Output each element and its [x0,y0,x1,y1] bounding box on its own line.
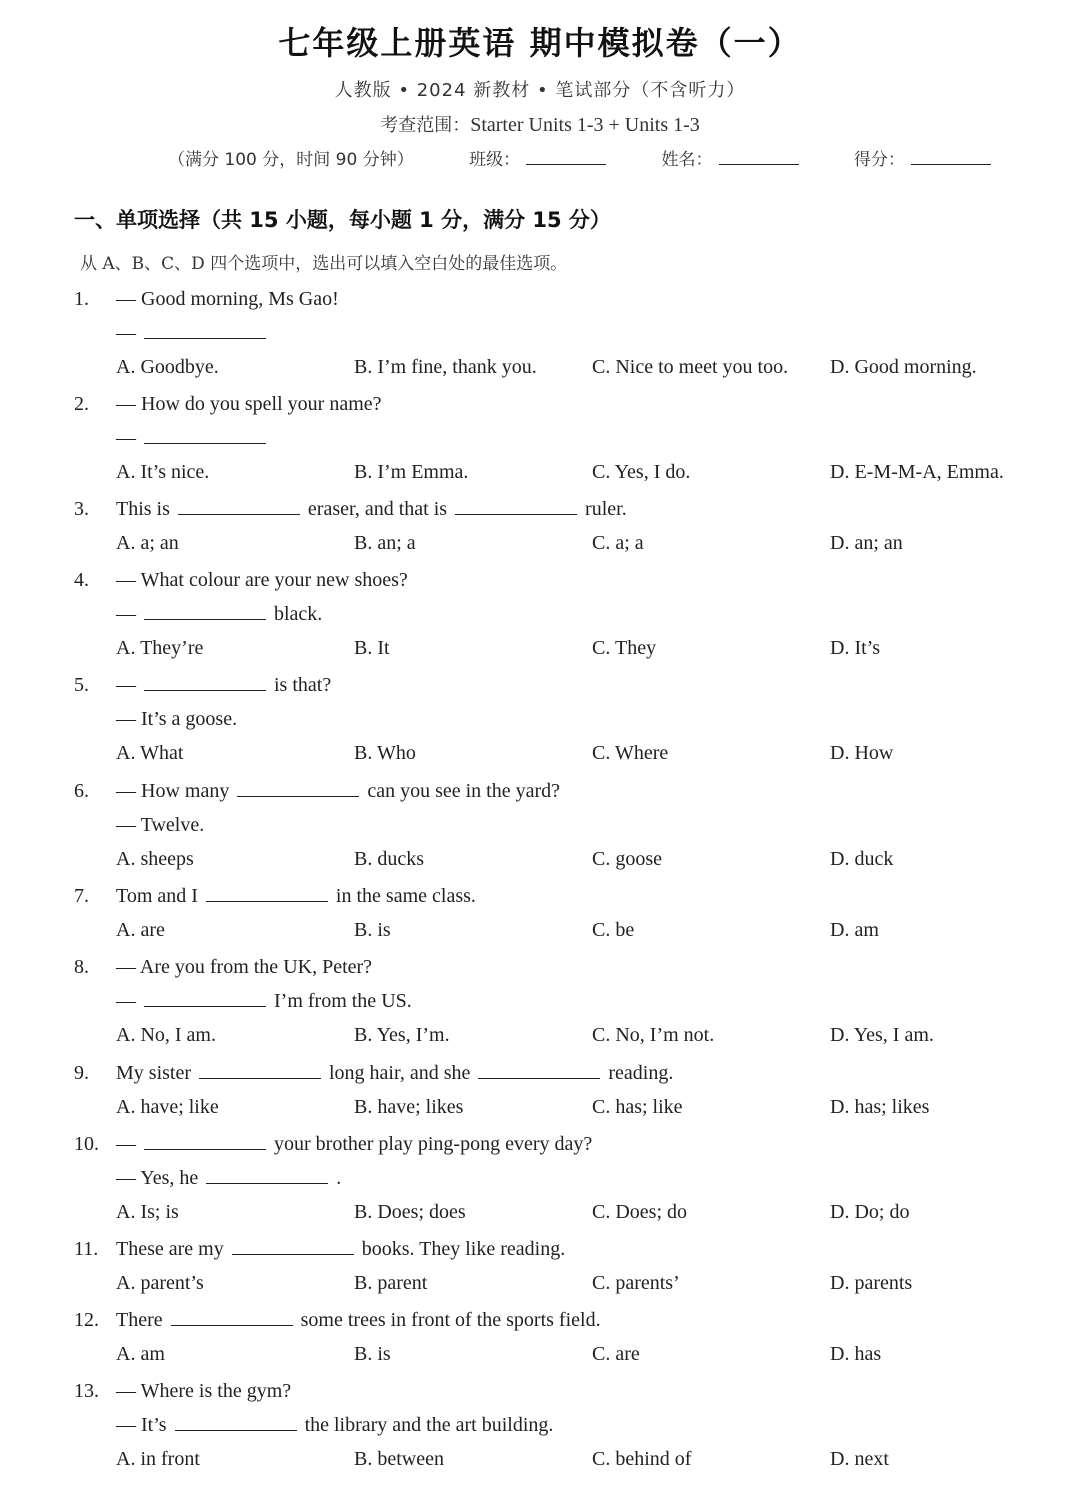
answer-blank[interactable] [144,599,266,620]
question-text [116,702,237,736]
option-b[interactable]: B. Does; does [354,1201,466,1223]
question-text [116,597,322,631]
score-time-note: （满分 100 分，时间 90 分钟） [168,150,414,170]
option-c[interactable]: C. Does; do [592,1201,687,1223]
option-d[interactable]: D. has; likes [830,1096,930,1118]
option-d[interactable]: D. duck [830,848,894,870]
option-c[interactable]: C. Where [592,742,669,764]
options-row [0,1442,1080,1476]
option-a[interactable]: A. parent’s [116,1272,204,1294]
answer-blank[interactable] [175,1410,297,1431]
option-a[interactable]: A. a; an [116,532,179,554]
option-d[interactable]: D. am [830,919,879,941]
question-10 [0,1127,1080,1229]
stem-text: — [116,1133,136,1155]
question-12 [0,1303,1080,1371]
section-title: 一、单项选择（共 15 小题，每小题 1 分，满分 15 分） [74,208,611,232]
option-a[interactable]: A. They’re [116,637,204,659]
answer-blank[interactable] [171,1305,293,1326]
stem-text: long hair, and she [329,1062,471,1084]
class-blank[interactable] [526,148,606,165]
question-stem-line [0,387,1080,421]
question-text [116,492,627,526]
question-number: 6. [74,780,89,802]
stem-text: There [116,1309,163,1331]
option-a[interactable]: A. What [116,742,184,764]
question-stem-line [0,421,1080,455]
option-b[interactable]: B. I’m fine, thank you. [354,356,537,378]
question-text [116,1232,565,1266]
scope-value: Starter Units 1-3 + Units 1-3 [470,114,700,136]
question-number: 13. [74,1380,99,1402]
answer-blank[interactable] [144,318,266,339]
options-row [0,736,1080,770]
answer-blank[interactable] [199,1058,321,1079]
question-text [116,1408,553,1442]
option-d[interactable]: D. Good morning. [830,356,977,378]
option-a[interactable]: A. are [116,919,165,941]
option-d[interactable]: D. It’s [830,637,880,659]
stem-text: in the same class. [335,885,476,907]
stem-text: — [116,990,136,1012]
stem-text: — It’s a goose. [116,708,238,730]
question-number: 5. [74,674,89,696]
question-number: 8. [74,956,89,978]
options-row [0,1337,1080,1371]
question-number: 4. [74,569,89,591]
question-stem-line [0,668,1080,702]
option-d[interactable]: D. How [830,742,894,764]
score-blank[interactable] [911,148,991,165]
option-c[interactable]: C. goose [592,848,662,870]
question-stem-line [0,1232,1080,1266]
options-row [0,631,1080,665]
stem-text: This is [116,498,170,520]
option-b[interactable]: B. ducks [354,848,424,870]
options-row [0,526,1080,560]
answer-blank[interactable] [478,1058,600,1079]
question-text [116,563,408,597]
option-b[interactable]: B. parent [354,1272,428,1294]
question-stem-line [0,597,1080,631]
question-3 [0,492,1080,560]
question-stem-line [0,1374,1080,1408]
stem-text: ruler. [585,498,627,520]
question-stem-line [0,702,1080,736]
option-c[interactable]: C. are [592,1343,640,1365]
options-row [0,1090,1080,1124]
name-blank[interactable] [719,148,799,165]
option-c[interactable]: C. Yes, I do. [592,461,691,483]
question-number: 10. [74,1133,99,1155]
stem-text: — Where is the gym? [116,1380,292,1402]
option-a[interactable]: A. Goodbye. [116,356,219,378]
stem-text: — [116,603,136,625]
answer-blank[interactable] [144,1129,266,1150]
question-text [116,282,339,316]
question-text [116,774,560,808]
question-number: 2. [74,393,89,415]
stem-text: Tom and I [116,885,198,907]
question-number: 12. [74,1309,99,1331]
question-number: 7. [74,885,89,907]
stem-text: — How many [116,780,230,802]
answer-blank[interactable] [237,776,359,797]
option-c[interactable]: C. Nice to meet you too. [592,356,789,378]
stem-text: books. They like reading. [361,1238,566,1260]
question-5 [0,668,1080,770]
question-text [116,1056,673,1090]
question-stem-line [0,1303,1080,1337]
option-b[interactable]: B. I’m Emma. [354,461,469,483]
answer-blank[interactable] [144,670,266,691]
question-stem-line [0,774,1080,808]
option-d[interactable]: D. Do; do [830,1201,910,1223]
answer-blank[interactable] [455,494,577,515]
options-row [0,913,1080,947]
option-c[interactable]: C. a; a [592,532,644,554]
question-number: 11. [74,1238,99,1260]
stem-text: black. [274,603,323,625]
stem-text: — Twelve. [116,814,205,836]
stem-text: is that? [274,674,332,696]
question-13 [0,1374,1080,1476]
stem-text: reading. [608,1062,674,1084]
stem-text: some trees in front of the sports field. [300,1309,601,1331]
answer-blank[interactable] [144,423,266,444]
option-a[interactable]: A. have; like [116,1096,219,1118]
option-d[interactable]: D. Yes, I am. [830,1024,934,1046]
option-a[interactable]: A. am [116,1343,165,1365]
question-stem-line [0,282,1080,316]
question-stem-line [0,563,1080,597]
question-stem-line [0,316,1080,350]
option-b[interactable]: B. Yes, I’m. [354,1024,450,1046]
question-text [116,808,204,842]
question-text [116,668,331,702]
question-11 [0,1232,1080,1300]
options-row [0,842,1080,876]
option-d[interactable]: D. E-M-M-A, Emma. [830,461,1004,483]
question-6 [0,774,1080,876]
options-row [0,350,1080,384]
options-row [0,1195,1080,1229]
question-8 [0,950,1080,1052]
question-stem-line [0,984,1080,1018]
question-stem-line [0,1056,1080,1090]
stem-text: These are my [116,1238,224,1260]
option-a[interactable]: A. No, I am. [116,1024,216,1046]
exam-scope [0,111,1080,137]
question-1 [0,282,1080,384]
option-b[interactable]: B. have; likes [354,1096,464,1118]
question-stem-line [0,950,1080,984]
option-c[interactable]: C. has; like [592,1096,683,1118]
option-d[interactable]: D. has [830,1343,882,1365]
options-row [0,455,1080,489]
stem-text: . [336,1167,342,1189]
option-d[interactable]: D. parents [830,1272,913,1294]
option-b[interactable]: B. between [354,1448,444,1470]
stem-text: — How do you spell your name? [116,393,382,415]
question-stem-line [0,1408,1080,1442]
stem-text: — [116,674,136,696]
option-a[interactable]: A. sheeps [116,848,194,870]
stem-text: the library and the art building. [304,1414,554,1436]
question-7 [0,879,1080,947]
stem-text: — Good morning, Ms Gao! [116,288,339,310]
option-a[interactable]: A. It’s nice. [116,461,210,483]
question-text [116,387,382,421]
class-label: 班级： [469,150,521,170]
question-text [116,950,372,984]
question-text [116,1161,341,1195]
stem-text: — Yes, he [116,1167,199,1189]
question-stem-line [0,879,1080,913]
question-stem-line [0,808,1080,842]
question-9 [0,1056,1080,1124]
question-number: 3. [74,498,89,520]
name-label: 姓名： [661,150,713,170]
answer-blank[interactable] [206,1163,328,1184]
stem-text: I’m from the US. [274,990,412,1012]
option-b[interactable]: B. is [354,1343,391,1365]
question-stem-line [0,492,1080,526]
section-instruction: 从 A、B、C、D 四个选项中，选出可以填入空白处的最佳选项。 [80,254,568,274]
question-text [116,1303,601,1337]
question-text [116,1127,592,1161]
question-text [116,879,476,913]
exam-meta [168,145,991,170]
option-d[interactable]: D. next [830,1448,889,1470]
question-stem-line [0,1127,1080,1161]
scope-label: 考查范围： [380,115,471,136]
question-text [116,1374,291,1408]
option-d[interactable]: D. an; an [830,532,903,554]
answer-blank[interactable] [232,1234,354,1255]
question-2 [0,387,1080,489]
question-stem-line [0,1161,1080,1195]
option-c[interactable]: C. be [592,919,635,941]
options-row [0,1266,1080,1300]
stem-text: — Are you from the UK, Peter? [116,956,373,978]
stem-text: your brother play ping-pong every day? [274,1133,593,1155]
option-b[interactable]: B. Who [354,742,416,764]
option-c[interactable]: C. parents’ [592,1272,680,1294]
option-c[interactable]: C. behind of [592,1448,692,1470]
score-label: 得分： [853,150,905,170]
option-b[interactable]: B. It [354,637,390,659]
option-c[interactable]: C. No, I’m not. [592,1024,715,1046]
option-a[interactable]: A. in front [116,1448,200,1470]
option-c[interactable]: C. They [592,637,657,659]
option-a[interactable]: A. Is; is [116,1201,179,1223]
stem-text: — [116,322,136,344]
answer-blank[interactable] [206,881,328,902]
question-text [116,984,412,1018]
stem-text: — [116,427,136,449]
option-b[interactable]: B. is [354,919,391,941]
class-field [469,145,606,170]
option-b[interactable]: B. an; a [354,532,416,554]
answer-blank[interactable] [144,986,266,1007]
question-4 [0,563,1080,665]
stem-text: My sister [116,1062,191,1084]
name-field [662,145,799,170]
exam-title: 七年级上册英语 期中模拟卷（一） [278,24,802,62]
stem-text: eraser, and that is [307,498,448,520]
options-row [0,1018,1080,1052]
question-text [116,421,274,455]
question-text [116,316,274,350]
question-number: 1. [74,288,89,310]
score-field [854,145,991,170]
stem-text: — What colour are your new shoes? [116,569,408,591]
stem-text: can you see in the yard? [367,780,561,802]
answer-blank[interactable] [178,494,300,515]
exam-subtitle: 人教版 • 2024 新教材 • 笔试部分（不含听力） [334,80,746,101]
question-number: 9. [74,1062,89,1084]
stem-text: — It’s [116,1414,167,1436]
